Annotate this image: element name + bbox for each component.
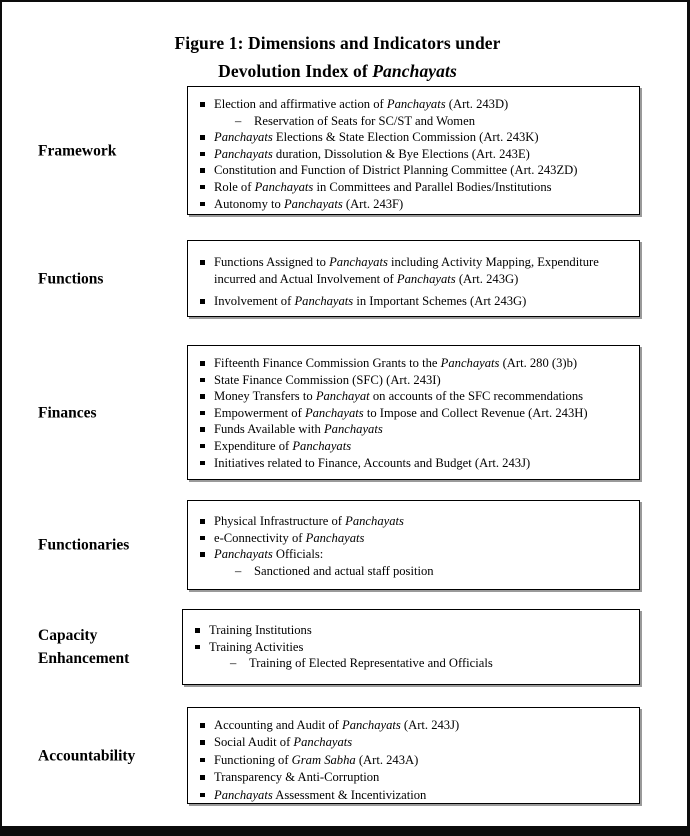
italic-text: Panchayats	[440, 356, 500, 370]
italic-text: Panchayats	[214, 547, 273, 562]
indicator-text	[214, 129, 627, 146]
italic-text: Panchayats	[342, 718, 401, 732]
dimension-label-framework: Framework	[38, 142, 117, 159]
indicator-item	[188, 455, 627, 472]
plain-text: Assessment & Incentivization	[272, 787, 427, 802]
indicator-list-framework	[188, 96, 627, 212]
italic-text: Panchayats	[323, 422, 383, 437]
plain-text: Training Institutions	[209, 623, 312, 637]
plain-text: Sanctioned and actual staff position	[254, 563, 434, 578]
dash-bullet-icon: –	[230, 656, 237, 671]
square-bullet-icon	[194, 639, 209, 656]
dimension-row-functionaries	[2, 500, 687, 590]
dimension-label-accountability: Accountability	[38, 747, 136, 764]
italic-text: Panchayats	[372, 61, 457, 81]
plain-text: (Art. 243F)	[342, 196, 404, 211]
indicator-text	[209, 622, 627, 639]
square-bullet-icon	[199, 372, 214, 389]
indicator-text	[214, 455, 627, 472]
indicator-item	[188, 787, 627, 804]
plain-text: (Art. 243G)	[455, 271, 519, 286]
italic-text: Panchayats	[345, 514, 404, 528]
indicator-item	[188, 388, 627, 405]
plain-text: in Important Schemes (Art 243G)	[353, 294, 527, 309]
indicator-text	[214, 438, 627, 455]
indicator-text	[214, 254, 627, 287]
dimension-row-functions	[2, 240, 687, 317]
plain-text: Funds Available with	[214, 422, 324, 437]
plain-text: Social Audit of	[214, 735, 294, 750]
plain-text: Figure 1: Dimensions and Indicators under	[174, 33, 501, 53]
indicator-text	[214, 388, 627, 405]
indicator-list-functionaries	[188, 513, 627, 579]
square-bullet-icon	[199, 196, 214, 213]
italic-text: Panchayats	[293, 735, 353, 750]
indicator-text	[214, 162, 627, 179]
indicator-text	[214, 752, 627, 769]
indicator-item	[188, 530, 627, 547]
plain-text: (Art. 243J)	[400, 718, 460, 732]
dimension-row-accountability	[2, 707, 687, 804]
dimension-row-finances	[2, 345, 687, 480]
italic-text: Panchayats	[386, 97, 446, 111]
square-bullet-icon	[199, 438, 214, 455]
indicator-item	[188, 254, 627, 287]
plain-text: (Art. 280 (3)b)	[499, 356, 578, 370]
plain-text: Functioning of	[214, 752, 292, 767]
indicator-text	[214, 293, 627, 310]
plain-text: e-Connectivity of	[214, 530, 306, 545]
square-bullet-icon	[199, 405, 214, 422]
indicator-text	[214, 513, 627, 530]
italic-text: Panchayats	[292, 438, 352, 453]
indicator-text	[214, 146, 627, 163]
plain-text: on accounts of the SFC recommendations	[369, 389, 584, 404]
italic-text: Panchayats	[254, 179, 314, 194]
indicator-text	[214, 546, 627, 563]
plain-text: Functions Assigned to	[214, 255, 330, 269]
indicator-list-capacity-enhancement	[183, 622, 627, 672]
dimension-label-functions: Functions	[38, 270, 104, 287]
indicator-text	[214, 787, 627, 804]
indicator-item	[188, 421, 627, 438]
italic-text: Panchayats	[396, 271, 456, 286]
italic-text: Panchayats	[214, 787, 273, 802]
indicator-text	[249, 655, 627, 672]
square-bullet-icon	[199, 530, 214, 547]
indicator-subitem	[183, 655, 627, 672]
plain-text: Initiatives related to Finance, Accounts and Budget (Art. 243J)	[214, 455, 531, 470]
plain-text: Physical Infrastructure of	[214, 514, 346, 528]
indicator-item	[188, 734, 627, 751]
indicator-box-functionaries	[187, 500, 640, 590]
indicator-box-framework	[187, 86, 640, 215]
italic-text: Panchayats	[214, 130, 273, 145]
plain-text: in Committees and Parallel Bodies/Institutions	[313, 179, 552, 194]
square-bullet-icon	[199, 752, 214, 769]
italic-text: Panchayats	[214, 146, 273, 161]
square-bullet-icon	[199, 717, 214, 734]
square-bullet-icon	[199, 129, 214, 146]
indicator-item	[188, 196, 627, 213]
square-bullet-icon	[199, 769, 214, 786]
indicator-text	[214, 405, 627, 422]
indicator-text	[214, 196, 627, 213]
plain-text: Fifteenth Finance Commission Grants to the	[214, 356, 441, 370]
italic-text: Gram Sabha	[291, 752, 356, 767]
dimension-row-framework	[2, 86, 687, 215]
dash-bullet-icon: –	[235, 563, 242, 578]
indicator-item	[188, 513, 627, 530]
indicator-text	[214, 769, 627, 786]
dash-bullet-icon: –	[235, 113, 242, 128]
indicator-subitem	[188, 113, 627, 130]
plain-text: State Finance Commission (SFC) (Art. 243I)	[214, 372, 441, 387]
plain-text: Training of Elected Representative and Officials	[249, 656, 493, 671]
square-bullet-icon	[199, 455, 214, 472]
plain-text: (Art. 243D)	[445, 97, 509, 111]
plain-text: Reservation of Seats for SC/ST and Women	[254, 113, 475, 128]
indicator-text	[254, 563, 627, 580]
italic-text: Panchayats	[305, 530, 365, 545]
plain-text: to Impose and Collect Revenue (Art. 243H)	[363, 405, 588, 420]
plain-text: Autonomy to	[214, 196, 284, 211]
dimension-label-capacity-enhancement: Capacity Enhancement	[38, 627, 130, 667]
indicator-item	[188, 179, 627, 196]
square-bullet-icon	[199, 293, 214, 310]
plain-text: Empowerment of	[214, 405, 305, 420]
indicator-item	[183, 639, 627, 656]
square-bullet-icon	[199, 546, 214, 563]
plain-text: including Activity Mapping, Expenditure incurred and Actual Involvement of	[214, 255, 599, 286]
plain-text: Involvement of	[214, 294, 295, 309]
indicator-item	[188, 96, 627, 113]
plain-text: Devolution Index of	[218, 61, 373, 81]
plain-text: Constitution and Function of District Planning Committee (Art. 243ZD)	[214, 163, 578, 178]
plain-text: (Art. 243A)	[355, 752, 419, 767]
dimension-label-finances: Finances	[38, 404, 97, 421]
indicator-box-finances	[187, 345, 640, 480]
plain-text: Money Transfers to	[214, 389, 316, 404]
indicator-item	[188, 752, 627, 769]
italic-text: Panchayat	[315, 389, 370, 404]
indicator-box-capacity-enhancement	[182, 609, 640, 685]
square-bullet-icon	[194, 622, 209, 639]
indicator-item	[188, 717, 627, 734]
dimension-row-capacity-enhancement	[2, 609, 687, 685]
indicator-text	[254, 113, 627, 130]
indicator-item	[188, 546, 627, 563]
indicator-text	[209, 639, 627, 656]
square-bullet-icon	[199, 146, 214, 163]
indicator-text	[214, 179, 627, 196]
indicator-text	[214, 355, 627, 372]
indicator-subitem	[188, 563, 627, 580]
indicator-text	[214, 734, 627, 751]
indicator-item	[188, 372, 627, 389]
indicator-text	[214, 717, 627, 734]
italic-text: Panchayats	[329, 255, 388, 269]
square-bullet-icon	[199, 96, 214, 113]
square-bullet-icon	[199, 787, 214, 804]
indicator-box-accountability	[187, 707, 640, 804]
square-bullet-icon	[199, 355, 214, 372]
plain-text: Accounting and Audit of	[214, 718, 343, 732]
italic-text: Panchayats	[283, 196, 343, 211]
indicator-text	[214, 96, 627, 113]
square-bullet-icon	[199, 513, 214, 530]
indicator-item	[188, 162, 627, 179]
indicator-text	[214, 372, 627, 389]
italic-text: Panchayats	[304, 405, 364, 420]
plain-text: Elections & State Election Commission (Art. 243K)	[272, 130, 539, 145]
plain-text: Transparency & Anti-Corruption	[214, 770, 380, 785]
indicator-box-functions	[187, 240, 640, 317]
square-bullet-icon	[199, 421, 214, 438]
plain-text: duration, Dissolution & Bye Elections (Art. 243E)	[272, 146, 530, 161]
plain-text: Role of	[214, 179, 255, 194]
indicator-item	[188, 769, 627, 786]
plain-text: Officials:	[272, 547, 324, 562]
indicator-item	[188, 146, 627, 163]
figure-title	[2, 29, 673, 85]
dimension-label-functionaries: Functionaries	[38, 536, 130, 554]
indicator-item	[188, 293, 627, 310]
indicator-list-finances	[188, 355, 627, 471]
figure-title-line-2	[2, 57, 673, 85]
square-bullet-icon	[199, 179, 214, 196]
indicator-text	[214, 421, 627, 438]
indicator-item	[188, 405, 627, 422]
square-bullet-icon	[199, 254, 214, 271]
figure-title-line-1	[2, 29, 673, 57]
indicator-text	[214, 530, 627, 547]
plain-text: Expenditure of	[214, 438, 293, 453]
square-bullet-icon	[199, 162, 214, 179]
plain-text: Election and affirmative action of	[214, 97, 387, 111]
plain-text: Training Activities	[209, 639, 304, 654]
square-bullet-icon	[199, 734, 214, 751]
indicator-item	[183, 622, 627, 639]
indicator-item	[188, 355, 627, 372]
italic-text: Panchayats	[294, 294, 354, 309]
indicator-list-functions	[188, 254, 627, 310]
indicator-list-accountability	[188, 717, 627, 804]
square-bullet-icon	[199, 388, 214, 405]
indicator-item	[188, 129, 627, 146]
indicator-item	[188, 438, 627, 455]
